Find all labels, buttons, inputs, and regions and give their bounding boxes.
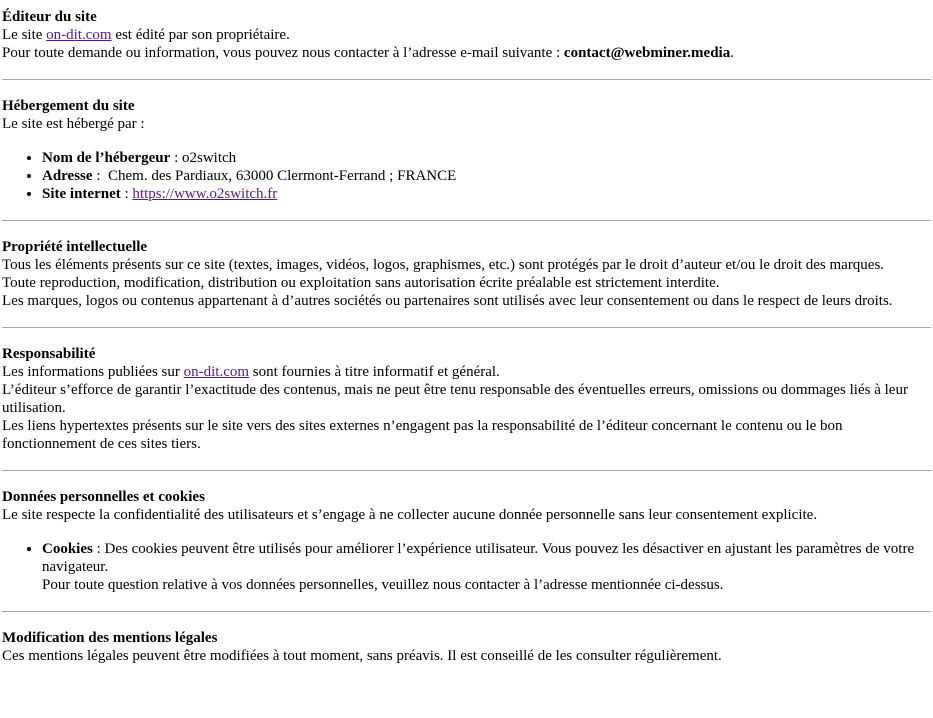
divider xyxy=(2,611,931,612)
responsabilite-p1-suffix: sont fournies à titre informatif et général. xyxy=(249,364,500,380)
section-modification xyxy=(2,629,931,665)
divider xyxy=(2,327,931,328)
host-address-label: Adresse xyxy=(42,168,93,184)
section-hebergement xyxy=(2,97,931,203)
host-name-item xyxy=(42,149,931,167)
responsabilite-p1-prefix: Les informations publiées sur xyxy=(2,364,184,380)
host-name-value: o2switch xyxy=(181,150,237,166)
responsabilite-paragraph-1 xyxy=(2,363,931,381)
divider xyxy=(2,79,931,80)
responsabilite-paragraph-2: L’éditeur s’efforce de garantir l’exactitude des contenus, mais ne peut être tenu responsable des éventuelles erreurs, omissions ou dommages liés à leur utilisation. xyxy=(2,382,908,416)
hebergement-intro: Le site est hébergé par : xyxy=(2,116,145,132)
editeur-line-2 xyxy=(2,44,931,62)
section-responsabilite xyxy=(2,345,931,453)
section-title-modification: Modification des mentions légales xyxy=(2,630,218,646)
host-website-label: Site internet xyxy=(42,186,121,202)
editeur-line-1-suffix: est édité par son propriétaire. xyxy=(111,27,290,43)
editeur-line-1 xyxy=(2,26,931,44)
host-name-sep: : xyxy=(170,150,182,166)
contact-email: contact@webminer.media xyxy=(563,45,731,61)
host-address-sep: : xyxy=(92,168,108,184)
section-title-propriete: Propriété intellectuelle xyxy=(2,239,148,255)
propriete-paragraph-2: Toute reproduction, modification, distribution ou exploitation sans autorisation écrite préalable est strictement interdite. xyxy=(2,275,720,291)
divider xyxy=(2,220,931,221)
section-title-editeur: Éditeur du site xyxy=(2,9,97,25)
section-propriete xyxy=(2,238,931,310)
section-editeur xyxy=(2,8,931,62)
propriete-paragraph-3: Les marques, logos ou contenus appartenant à d’autres sociétés ou partenaires sont utilisés avec leur consentement ou dans le respect de leurs droits. xyxy=(2,293,893,309)
host-website-link[interactable]: https://www.o2switch.fr xyxy=(132,186,278,202)
cookies-item xyxy=(42,540,931,594)
host-address-value: Chem. des Pardiaux, 63000 Clermont-Ferrand ; FRANCE xyxy=(107,168,457,184)
cookies-label: Cookies xyxy=(42,541,93,557)
section-title-donnees: Données personnelles et cookies xyxy=(2,489,205,505)
divider xyxy=(2,470,931,471)
host-details-list xyxy=(2,149,931,203)
editeur-line-2-prefix: Pour toute demande ou information, vous pouvez nous contacter à l’adresse e-mail suivante : xyxy=(2,45,564,61)
cookies-text-2: Pour toute question relative à vos données personnelles, veuillez nous contacter à l’adresse mentionnée ci-dessus. xyxy=(42,577,724,593)
section-donnees xyxy=(2,488,931,594)
donnees-intro: Le site respecte la confidentialité des utilisateurs et s’engage à ne collecter aucune donnée personnelle sans leur consentement explicite. xyxy=(2,507,818,523)
section-title-hebergement: Hébergement du site xyxy=(2,98,135,114)
editeur-line-2-suffix: . xyxy=(730,45,734,61)
responsabilite-paragraph-3: Les liens hypertextes présents sur le site vers des sites externes n’engagent pas la responsabilité de l’éditeur concernant le contenu ou le bon fonctionnement de ces sites tiers. xyxy=(2,418,843,452)
host-website-sep: : xyxy=(120,186,133,202)
editeur-line-1-prefix: Le site xyxy=(2,27,47,43)
cookies-sep: : xyxy=(92,541,105,557)
cookies-text: Des cookies peuvent être utilisés pour améliorer l’expérience utilisateur. Vous pouvez les désactiver en ajustant les paramètres de votre navigateur. xyxy=(42,541,915,575)
host-name-label: Nom de l’hébergeur xyxy=(42,150,171,166)
site-link[interactable]: on-dit.com xyxy=(46,27,112,43)
modification-paragraph-1: Ces mentions légales peuvent être modifiées à tout moment, sans préavis. Il est conseillé de les consulter régulièrement. xyxy=(2,648,722,664)
cookies-list xyxy=(2,540,931,594)
host-website-item xyxy=(42,185,931,203)
section-title-responsabilite: Responsabilité xyxy=(2,346,96,362)
host-address-item xyxy=(42,167,931,185)
propriete-paragraph-1: Tous les éléments présents sur ce site (textes, images, vidéos, logos, graphismes, etc.) sont protégés par le droit d’auteur et/ou le droit des marques. xyxy=(2,257,885,273)
site-link[interactable]: on-dit.com xyxy=(183,364,250,380)
